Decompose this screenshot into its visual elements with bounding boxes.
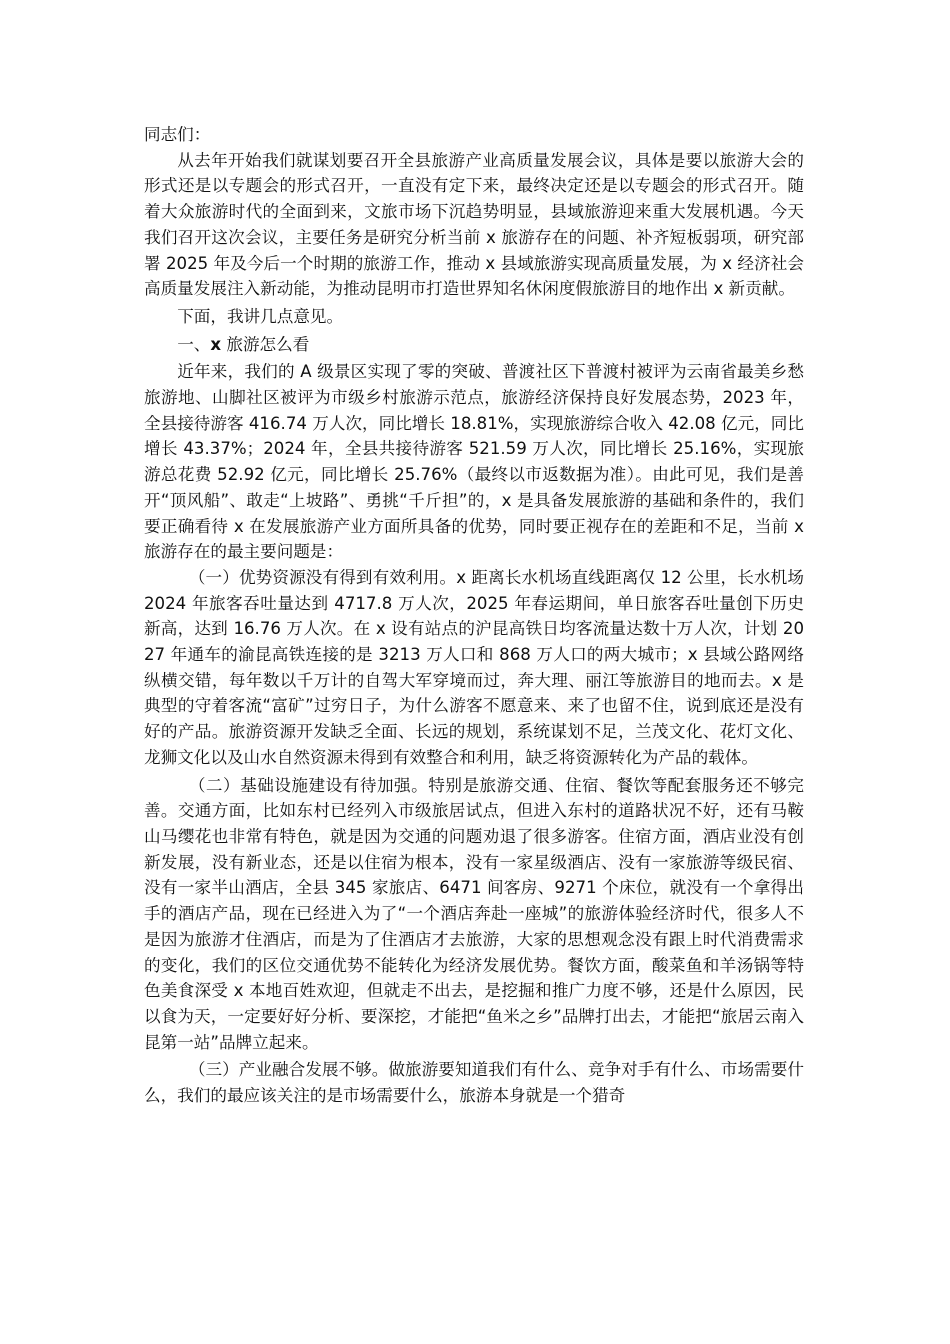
salutation: 同志们： — [144, 125, 211, 144]
document-page — [144, 122, 804, 1109]
section-heading-prefix: 一、 — [177, 334, 211, 354]
section-heading-bold: x — [210, 334, 222, 354]
section-heading-title: 旅游怎么看 — [221, 334, 310, 354]
section-heading-1 — [144, 332, 804, 358]
overview-paragraph: 近年来，我们的 A 级景区实现了零的突破、普渡社区下普渡村被评为云南省最美乡愁旅游地、山脚社区被评为市级乡村旅游示范点，旅游经济保持良好发展态势，2023 年，全县接待游客 416.74 万人次，同比增长 18.81%，实现旅游综合收入 42.08 亿元，同比增长 43.37%；2024 年，全县共接待游客 521.59 万人次，同比增长 25.16%，实现旅游总花费 52.92 亿元，同比增长 25.76%（最终以市返数据为准）。由此可见，我们是善开“顶风船”、敢走“上坡路”、勇挑“千斤担”的，x 是具备发展旅游的基础和条件的，我们要正确看待 x 在发展旅游产业方面所具备的优势，同时要正视存在的差距和不足，当前 x 旅游存在的最主要问题是： — [144, 362, 804, 562]
transition-paragraph: 下面，我讲几点意见。 — [177, 306, 344, 326]
intro-paragraph: 从去年开始我们就谋划要召开全县旅游产业高质量发展会议，具体是要以旅游大会的形式还是以专题会的形式召开，一直没有定下来，最终决定还是以专题会的形式召开。随着大众旅游时代的全面到来，文旅市场下沉趋势明显，县域旅游迎来重大发展机遇。今天我们召开这次会议，主要任务是研究分析当前 x 旅游存在的问题、补齐短板弱项，研究部署 2025 年及今后一个时期的旅游工作，推动 x 县域旅游实现高质量发展，为 x 经济社会高质量发展注入新动能，为推动昆明市打造世界知名休闲度假旅游目的地作出 x 新贡献。 — [144, 150, 804, 299]
item-2-paragraph: （二）基础设施建设有待加强。特别是旅游交通、住宿、餐饮等配套服务还不够完善。交通方面，比如东村已经列入市级旅居试点，但进入东村的道路状况不好，还有马鞍山马缨花也非常有特色，就是因为交通的问题劝退了很多游客。住宿方面，酒店业没有创新发展，没有新业态，还是以住宿为根本，没有一家星级酒店、没有一家旅游等级民宿、没有一家半山酒店，全县 345 家旅店、6471 间客房、9271 个床位，就没有一个拿得出手的酒店产品，现在已经进入为了“一个酒店奔赴一座城”的旅游体验经济时代，很多人不是因为旅游才住酒店，而是为了住酒店才去旅游，大家的思想观念没有跟上时代消费需求的变化，我们的区位交通优势不能转化为经济发展优势。餐饮方面，酸菜鱼和羊汤锅等特色美食深受 x 本地百姓欢迎，但就走不出去，是挖掘和推广力度不够，还是什么原因，民以食为天，一定要好好分析、要深挖，才能把“鱼米之乡”品牌打出去，才能把“旅居云南入昆第一站”品牌立起来。 — [144, 775, 804, 1052]
item-1-paragraph: （一）优势资源没有得到有效利用。x 距离长水机场直线距离仅 12 公里，长水机场 2024 年旅客吞吐量达到 4717.8 万人次，2025 年春运期间，单日旅客吞吐量创下历史新高，达到 16.76 万人次。在 x 设有站点的沪昆高铁日均客流量达数十万人次，计划 2027 年通车的渝昆高铁连接的是 3213 万人口和 868 万人口的两大城市；x 县域公路网络纵横交错，每年数以千万计的自驾大军穿境而过，奔大理、丽江等旅游目的地而去。x 是典型的守着客流“富矿”过穷日子，为什么游客不愿意来、来了也留不住，说到底还是没有好的产品。旅游资源开发缺乏全面、长远的规划，系统谋划不足，兰茂文化、花灯文化、龙狮文化以及山水自然资源未得到有效整合和利用，缺乏将资源转化为产品的载体。 — [144, 567, 804, 767]
item-3-paragraph: （三）产业融合发展不够。做旅游要知道我们有什么、竞争对手有什么、市场需要什么，我们的最应该关注的是市场需要什么，旅游本身就是一个猎奇 — [144, 1060, 804, 1106]
